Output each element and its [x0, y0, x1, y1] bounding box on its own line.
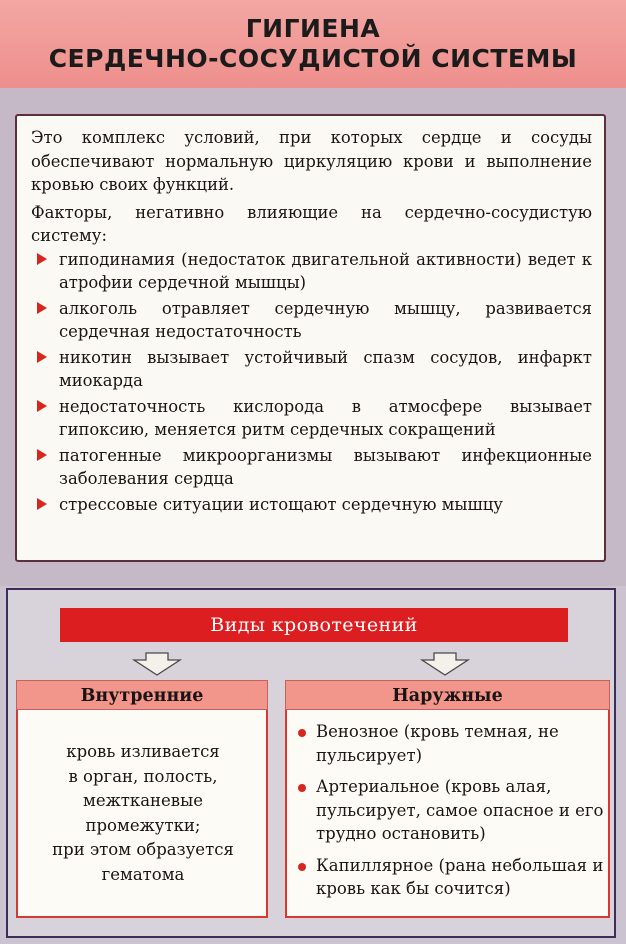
- factor-text: недостаточность кислорода в атмосфере вызывает гипоксию, меняется ритм сердечных сокращений: [59, 396, 592, 439]
- arrow-down-icon: [420, 652, 470, 676]
- dot-bullet-icon: [298, 863, 306, 871]
- external-bleeding-title: Наружные: [285, 680, 610, 710]
- dot-bullet-icon: [298, 784, 306, 792]
- triangle-bullet-icon: [37, 351, 47, 363]
- arrow-down-icon: [132, 652, 182, 676]
- internal-line: в орган, полость,: [68, 766, 218, 786]
- factor-item: [31, 444, 592, 491]
- triangle-bullet-icon: [37, 302, 47, 314]
- page-header: [0, 0, 626, 88]
- internal-bleeding-description: [22, 740, 264, 887]
- definition-box: [15, 114, 606, 562]
- internal-line: при этом образуется: [52, 840, 234, 859]
- factor-text: алкоголь отравляет сердечную мышцу, развивается сердечная недостаточность: [59, 298, 592, 341]
- internal-line: гематома: [101, 864, 185, 884]
- factor-text: никотин вызывает устойчивый спазм сосудов, инфаркт миокарда: [59, 347, 592, 390]
- internal-line: промежутки;: [85, 815, 201, 835]
- external-item: [292, 720, 608, 767]
- definition-text: Это комплекс условий, при которых сердце и сосуды обеспечивают нормальную циркуляцию крови и выполнение кровью своих функций.: [31, 128, 592, 194]
- external-item: [292, 854, 608, 901]
- factors-intro: Факторы, негативно влияющие на сердечно-сосудистую систему:: [31, 202, 592, 245]
- internal-line: межтканевые: [82, 791, 203, 810]
- factors-list: [31, 248, 592, 517]
- internal-bleeding-title: Внутренние: [16, 680, 268, 710]
- page-title-line-1: ГИГИЕНА: [245, 14, 381, 43]
- external-item-text: Венозное (кровь темная, не пульсирует): [316, 722, 559, 765]
- triangle-bullet-icon: [37, 253, 47, 265]
- factor-item: [31, 297, 592, 344]
- triangle-bullet-icon: [37, 400, 47, 412]
- factor-item: [31, 248, 592, 295]
- factor-text: патогенные микроорганизмы вызывают инфекционные заболевания сердца: [59, 445, 592, 488]
- triangle-bullet-icon: [37, 498, 47, 510]
- external-item: [292, 775, 608, 846]
- page-title-line-2: СЕРДЕЧНО-СОСУДИСТОЙ СИСТЕМЫ: [48, 44, 578, 73]
- internal-line: кровь изливается: [66, 742, 220, 761]
- triangle-bullet-icon: [37, 449, 47, 461]
- dot-bullet-icon: [298, 729, 306, 737]
- factor-item: [31, 346, 592, 393]
- factor-text: стрессовые ситуации истощают сердечную мышцу: [59, 494, 503, 514]
- external-bleeding-list: [292, 720, 608, 909]
- external-item-text: Капиллярное (рана небольшая и кровь как бы сочится): [316, 855, 604, 898]
- external-item-text: Артериальное (кровь алая, пульсирует, самое опасное и его трудно остановить): [316, 777, 604, 843]
- factor-item: [31, 493, 592, 517]
- bleeding-types-heading: Виды кровотечений: [60, 608, 568, 642]
- factor-text: гиподинамия (недостаток двигательной активности) ведет к атрофии сердечной мышцы): [59, 249, 592, 292]
- factor-item: [31, 395, 592, 442]
